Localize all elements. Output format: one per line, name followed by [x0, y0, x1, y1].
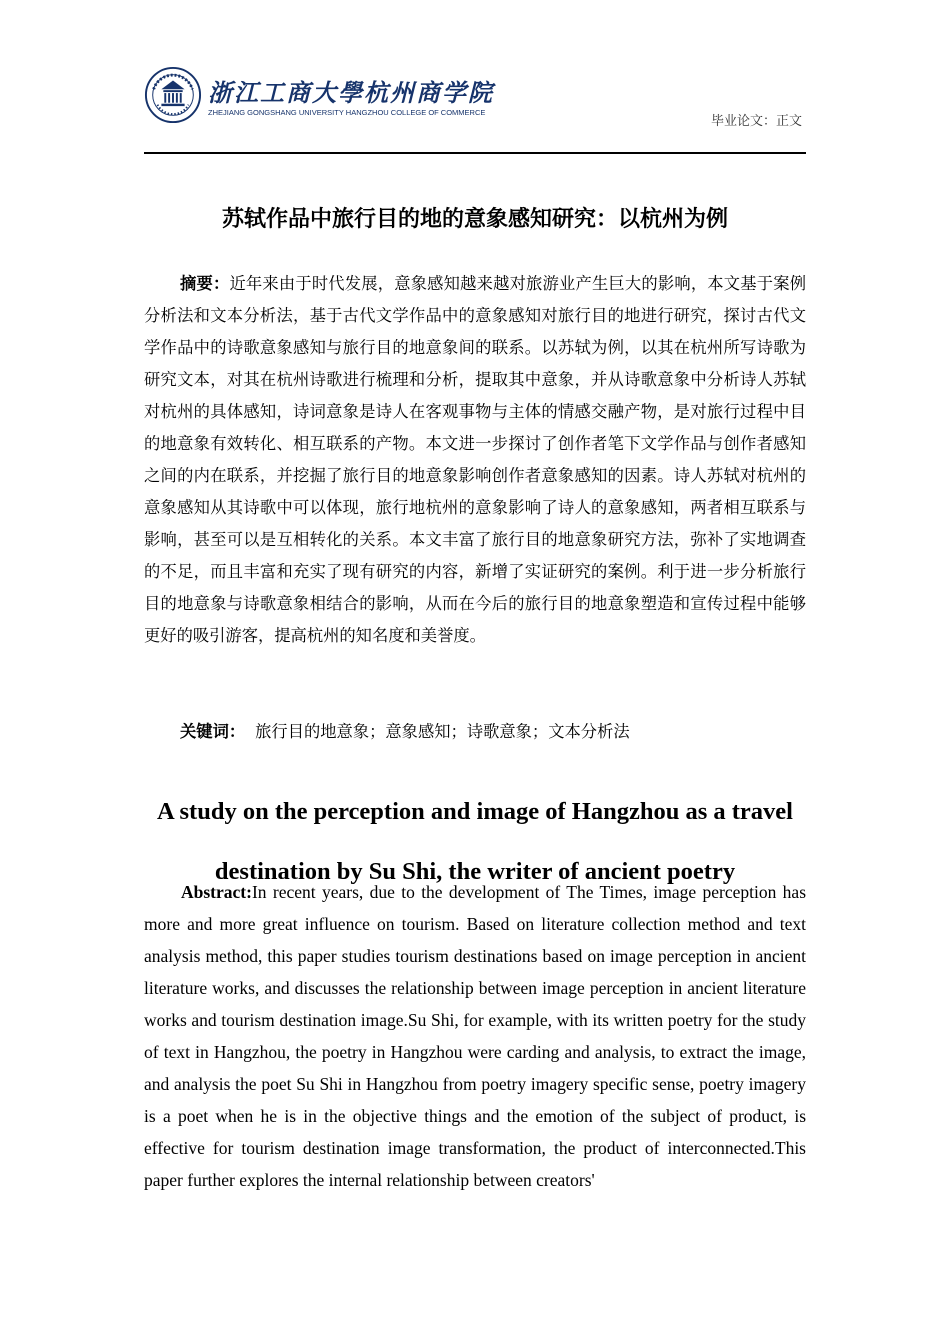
university-name-cn: 浙江工商大學杭州商学院: [208, 78, 494, 107]
english-title-line-1: A study on the perception and image of Hangzhou as a travel: [157, 798, 793, 825]
english-title-line-2: destination by Su Shi, the writer of ancient poetry: [214, 858, 736, 885]
english-abstract: [144, 876, 806, 1196]
chinese-title: 苏轼作品中旅行目的地的意象感知研究：以杭州为例: [221, 207, 728, 232]
chinese-keywords-text: 旅行目的地意象；意象感知；诗歌意象；文本分析法: [255, 722, 630, 741]
university-name-en: ZHEJIANG GONGSHANG UNIVERSITY HANGZHOU COLLEGE OF COMMERCE: [208, 108, 486, 117]
university-seal-logo: [144, 66, 202, 124]
chinese-keywords-label: 关键词：: [180, 722, 246, 741]
chinese-abstract-text: 近年来由于时代发展，意象感知越来越对旅游业产生巨大的影响，本文基于案例分析法和文本分析法，基于古代文学作品中的意象感知对旅行目的地进行研究，探讨古代文学作品中的诗歌意象感知与旅行目的地意象间的联系。以苏轼为例，以其在杭州所写诗歌为研究文本，对其在杭州诗歌进行梳理和分析，提取其中意象，并从诗歌意象中分析诗人苏轼对杭州的具体感知，诗词意象是诗人在客观事物与主体的情感交融产物，是对旅行过程中目的地意象有效转化、相互联系的产物。本文进一步探讨了创作者笔下文学作品与创作者感知之间的内在联系，并挖掘了旅行目的地意象影响创作者意象感知的因素。诗人苏轼对杭州的意象感知从其诗歌中可以体现，旅行地杭州的意象影响了诗人的意象感知，两者相互联系与影响，甚至可以是互相转化的关系。本文丰富了旅行目的地意象研究方法，弥补了实地调查的不足，而且丰富和充实了现有研究的内容，新增了实证研究的案例。利于进一步分析旅行目的地意象与诗歌意象相结合的影响，从而在今后的旅行目的地意象塑造和宣传过程中能够更好的吸引游客，提高杭州的知名度和美誉度。: [144, 274, 806, 645]
english-abstract-label: Abstract:: [181, 882, 252, 902]
chinese-abstract: [144, 268, 806, 652]
english-abstract-text: In recent years, due to the development of The Times, image perception has more and more great influence on tourism. Based on literature collection method and text analysis method, this paper studies tourism destinations based on image perception in ancient literature works, and discusses the relationship between image perception in ancient literature works and tourism destination image.Su Shi, for example, with its written poetry for the study of text in Hangzhou, the poetry in Hangzhou were carding and analysis, to extract the image, and analysis the poet Su Shi in Hangzhou from poetry imagery specific sense, poetry imagery is a poet when he is in the objective things and the emotion of the subject of product, is effective for tourism destination image transformation, the product of interconnected.This paper further explores the internal relationship between creators': [144, 882, 806, 1190]
chinese-abstract-label: 摘要：: [180, 274, 230, 293]
document-type-label: 毕业论文：正文: [710, 114, 802, 129]
university-brand: [208, 78, 508, 118]
chinese-keywords: [180, 716, 630, 748]
page-header: [144, 62, 806, 154]
